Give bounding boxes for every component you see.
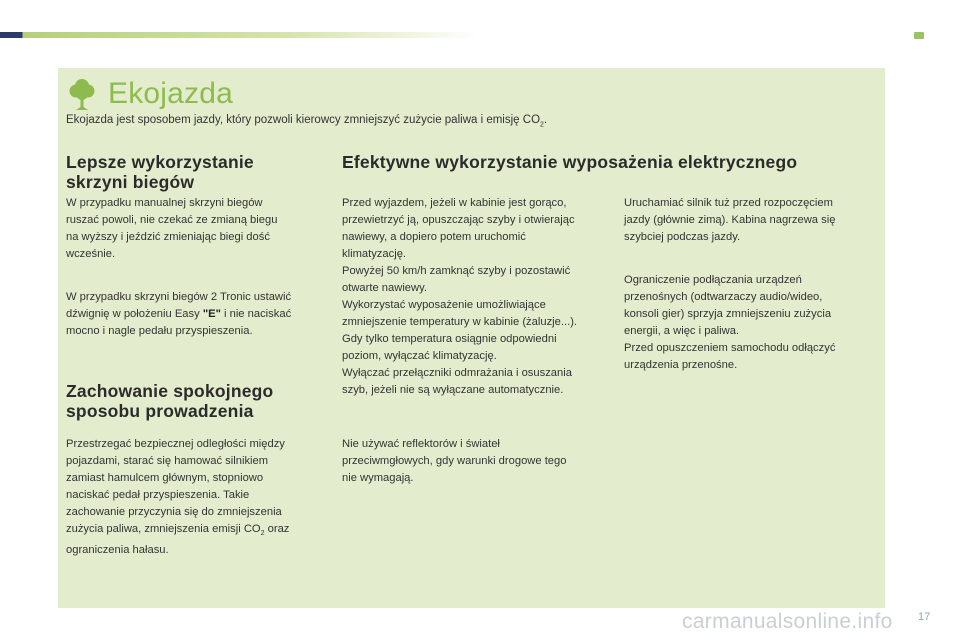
text-line: zachowanie przyczynia się do zmniejszenia: [66, 506, 282, 518]
text-line: oraz: [264, 523, 290, 535]
heading-calm-driving: [66, 381, 273, 421]
paragraph-calm-driving: [66, 436, 289, 559]
text-line: przewietrzyć ją, opuszczając szyby i otwierając: [342, 214, 575, 226]
tree-icon: [68, 77, 96, 111]
page-header: [68, 74, 233, 114]
text-line: Nie używać reflektorów i świateł: [342, 438, 500, 450]
intro-subscript: 2: [540, 121, 544, 129]
text-line: W przypadku skrzyni biegów 2 Tronic ustawić: [66, 291, 292, 303]
text-line: konsoli gier) sprzyja zmniejszeniu zużycia: [624, 308, 832, 320]
text-line: mocno i nagle pedału przyspieszenia.: [66, 325, 253, 337]
heading-gearbox-line2: skrzyni biegów: [66, 172, 195, 192]
text-line: poziom, wyłączać klimatyzację.: [342, 350, 497, 362]
text-line: Przed opuszczeniem samochodu odłączyć: [624, 342, 836, 354]
text-line: W przypadku manualnej skrzyni biegów: [66, 197, 263, 209]
text-line: przeciwmgłowych, gdy warunki drogowe tego: [342, 455, 567, 467]
text-line: dźwignię w położeniu Easy: [66, 308, 203, 320]
text-line: naciskać pedał przyspieszenia. Takie: [66, 489, 250, 501]
heading-calm-line2: sposobu prowadzenia: [66, 401, 254, 421]
text-line: nawiewy, a dopiero potem uruchomić: [342, 231, 526, 243]
paragraph-ventilation: [342, 195, 577, 399]
text-line: i nie naciskać: [220, 308, 292, 320]
page-number: 17: [918, 611, 931, 623]
text-line: Wykorzystać wyposażenie umożliwiające: [342, 299, 546, 311]
heading-calm-line1: Zachowanie spokojnego: [66, 381, 274, 401]
text-line: ograniczenia hałasu.: [66, 544, 169, 557]
heading-gearbox-line1: Lepsze wykorzystanie: [66, 152, 254, 172]
text-line: przenośnych (odtwarzaczy audio/wideo,: [624, 291, 823, 303]
eco-driving-panel: [58, 68, 885, 608]
text-line: szyb, jeżeli nie są wyłączane automatycznie.: [342, 384, 564, 396]
easy-mode-label: "E": [202, 308, 221, 320]
text-line: urządzenia przenośne.: [624, 359, 738, 371]
text-line: otwarte nawiewy.: [342, 282, 427, 294]
text-line: klimatyzację.: [342, 248, 407, 260]
text-line: Przestrzegać bezpiecznej odległości między: [66, 438, 285, 450]
intro-text: [66, 114, 547, 128]
top-gradient-bar: [0, 32, 480, 38]
text-line: Wyłączać przełączniki odmrażania i osuszania: [342, 367, 572, 379]
text-line: zmniejszenie temperatury w kabinie (żaluzje...).: [342, 316, 578, 328]
text-line: szybciej podczas jazdy.: [624, 231, 741, 243]
text-line: energii, a więc i paliwa.: [624, 325, 740, 337]
watermark: carmanualsonline.info: [682, 610, 893, 633]
heading-electrical-equipment: Efektywne wykorzystanie wyposażenia elektrycznego: [342, 152, 798, 172]
text-line: ruszać powoli, nie czekać ze zmianą biegu: [66, 214, 278, 226]
text-line: Przed wyjazdem, jeżeli w kabinie jest gorąco,: [342, 197, 567, 209]
paragraph-tronic-gearbox: [66, 289, 291, 340]
paragraph-headlights: [342, 436, 566, 487]
text-line: Uruchamiać silnik tuż przed rozpoczęciem: [624, 197, 833, 209]
text-line: Gdy tylko temperatura osiągnie odpowiedni: [342, 333, 557, 345]
paragraph-manual-gearbox: [66, 195, 277, 263]
intro-main: Ekojazda jest sposobem jazdy, który pozwoli kierowcy zmniejszyć zużycie paliwa i emisję CO: [66, 114, 541, 126]
co2-subscript: 2: [260, 530, 265, 538]
text-line: jazdy (głównie zimą). Kabina nagrzewa się: [624, 214, 836, 226]
corner-marker: [914, 32, 924, 39]
heading-gearbox: [66, 152, 254, 192]
page-title: Ekojazda: [108, 77, 234, 110]
text-line: Powyżej 50 km/h zamknąć szyby i pozostawić: [342, 265, 571, 277]
text-line: nie wymagają.: [342, 472, 414, 484]
text-line: zamiast hamulcem głównym, stopniowo: [66, 472, 264, 484]
text-line: wcześnie.: [66, 248, 116, 260]
paragraph-engine-start: [624, 195, 835, 246]
text-line: Ograniczenie podłączania urządzeń: [624, 274, 802, 286]
paragraph-portable-devices: [624, 272, 835, 374]
intro-end: .: [543, 114, 548, 126]
text-line: zużycia paliwa, zmniejszenia emisji CO: [66, 523, 261, 535]
text-line: na wyższy i jeździć zmieniając biegi dość: [66, 231, 270, 243]
text-line: pojazdami, starać się hamować silnikiem: [66, 455, 269, 467]
